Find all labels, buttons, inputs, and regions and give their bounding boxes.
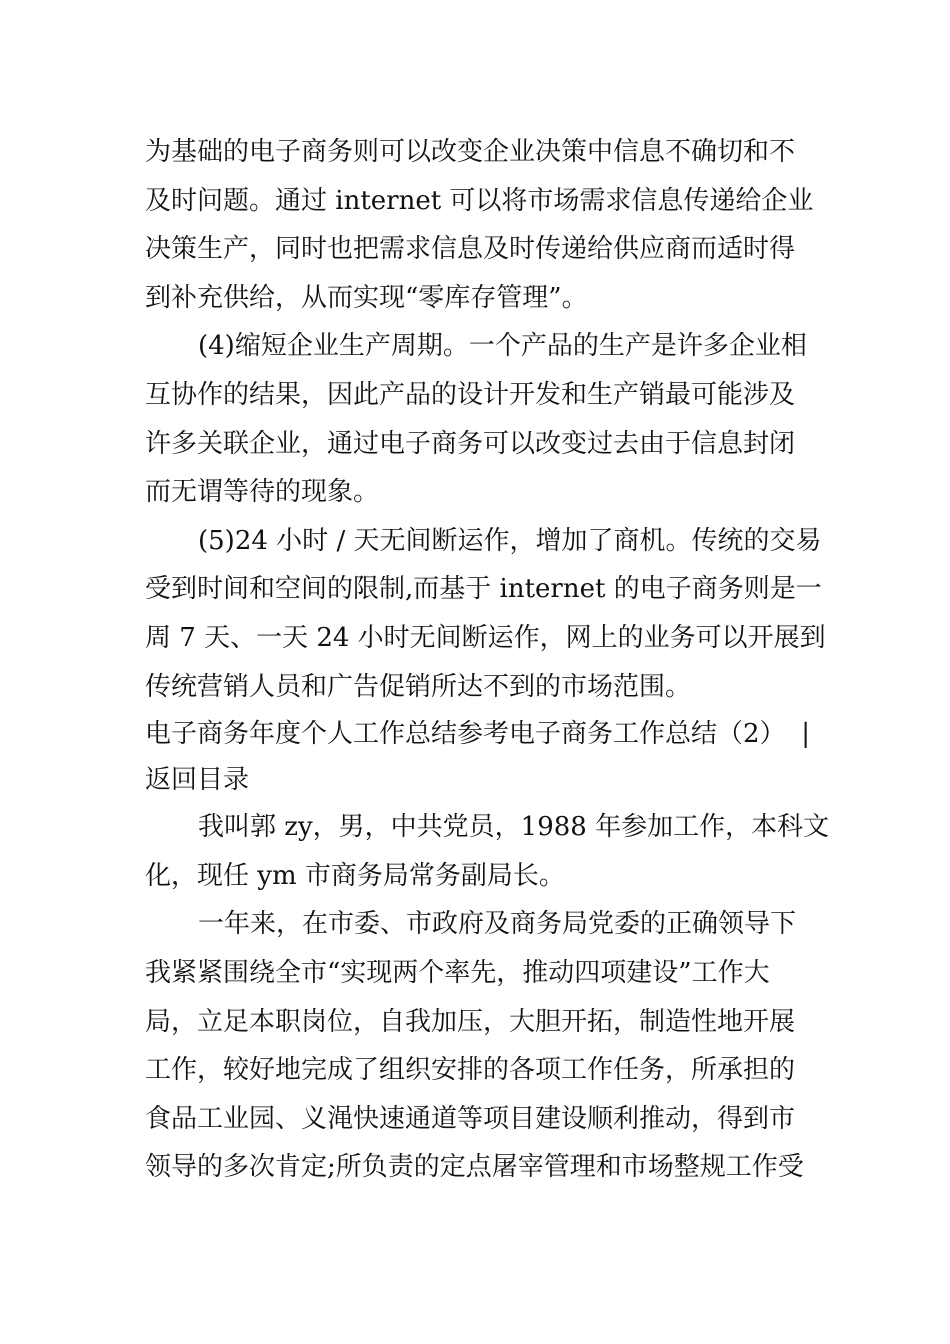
text-line: 为基础的电子商务则可以改变企业决策中信息不确切和不: [145, 137, 796, 167]
paragraph-info-timeliness: [145, 128, 814, 322]
text-line: 及时问题。通过 internet 可以将市场需求信息传递给企业: [145, 185, 814, 216]
text-line: 一年来，在市委、市政府及商务局党委的正确领导下: [198, 909, 797, 940]
text-line: 化，现任 ym 市商务局常务副局长。: [145, 860, 565, 891]
text-line: (4)缩短企业生产周期。一个产品的生产是许多企业相: [198, 331, 807, 362]
text-line: 我紧紧围绕全市“实现两个率先，推动四项建设”工作大: [145, 957, 770, 988]
paragraph-self-intro: [145, 803, 830, 900]
text-line: (5)24 小时 / 天无间断运作，增加了商机。传统的交易: [198, 525, 822, 556]
text-line: 而无谓等待的现象。: [145, 477, 380, 508]
back-to-toc-link[interactable]: 返回目录: [145, 765, 250, 796]
text-line: 决策生产，同时也把需求信息及时传递给供应商而适时得: [145, 234, 796, 265]
text-line: 许多关联企业，通过电子商务可以改变过去由于信息封闭: [145, 428, 796, 459]
text-line: 局，立足本职岗位，自我加压，大胆开拓，制造性地开展: [145, 1006, 796, 1037]
paragraph-point-4: [145, 322, 810, 516]
text-line: 周 7 天、一天 24 小时无间断运作，网上的业务可以开展到: [145, 622, 826, 653]
text-line: 传统营销人员和广告促销所达不到的市场范围。: [145, 671, 692, 702]
heading-separator: |: [801, 719, 810, 750]
text-line: 受到时间和空间的限制,而基于 internet 的电子商务则是一: [145, 574, 822, 605]
text-line: 领导的多次肯定;所负责的定点屠宰管理和市场整规工作受: [145, 1152, 804, 1183]
text-line: 我叫郭 zy，男，中共党员，1988 年参加工作，本科文: [198, 812, 830, 843]
paragraph-year-review: [145, 900, 810, 1192]
text-line: 工作，较好地完成了组织安排的各项工作任务，所承担的: [145, 1055, 796, 1086]
text-line: 食品工业园、义渑快速通道等项目建设顺利推动，得到市: [145, 1103, 796, 1134]
text-line: 到补充供给，从而实现“零库存管理”。: [145, 282, 588, 313]
paragraph-point-5: [145, 517, 826, 711]
text-line: 互协作的结果，因此产品的设计开发和生产销最可能涉及: [145, 379, 796, 410]
section-heading-line: [145, 711, 810, 757]
section-heading: [145, 711, 810, 803]
section-heading-title: 电子商务年度个人工作总结参考电子商务工作总结（2）: [145, 719, 786, 750]
document-body: [145, 128, 830, 1192]
